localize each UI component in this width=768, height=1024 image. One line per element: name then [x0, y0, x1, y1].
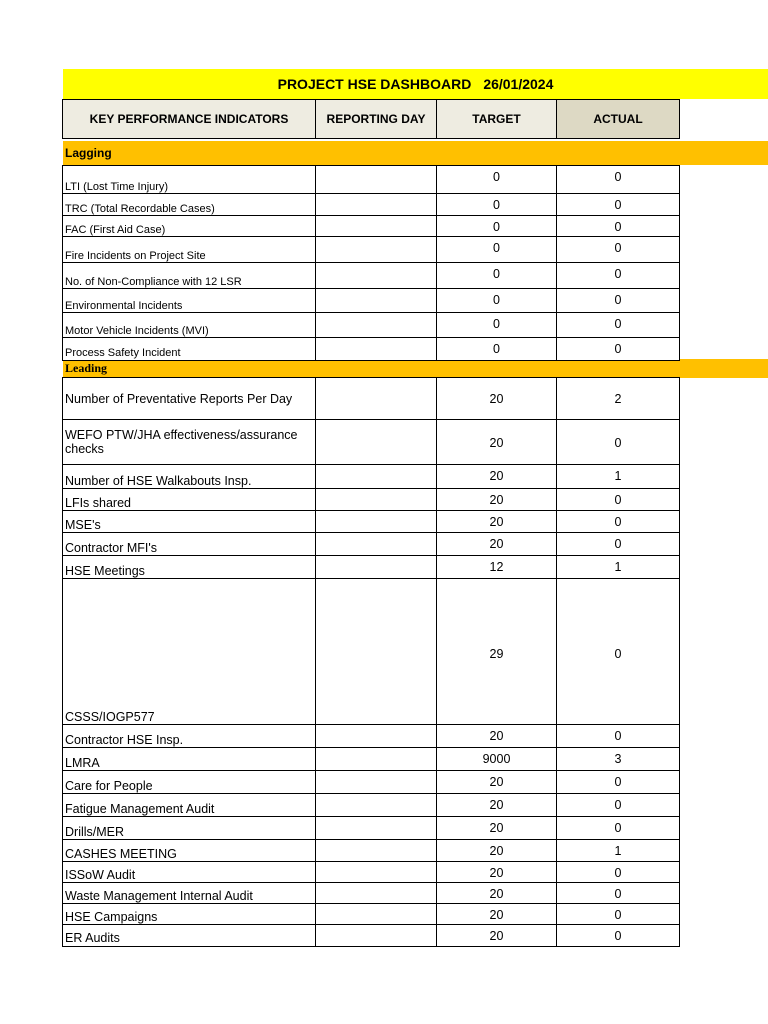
actual-cell — [556, 419, 680, 466]
target-value: 9000 — [482, 752, 511, 766]
actual-value: 0 — [614, 537, 622, 551]
reporting-day-cell[interactable] — [315, 555, 437, 580]
target-cell — [436, 924, 557, 947]
actual-cell — [556, 816, 680, 841]
actual-value: 0 — [614, 435, 622, 450]
kpi-cell: HSE Campaigns — [62, 903, 316, 926]
reporting-day-cell[interactable] — [315, 312, 437, 339]
target-value: 20 — [489, 929, 504, 943]
target-cell — [436, 377, 557, 421]
actual-cell — [556, 578, 680, 726]
reporting-day-cell[interactable] — [315, 724, 437, 749]
header-actual: ACTUAL — [556, 99, 680, 139]
actual-cell — [556, 488, 680, 512]
target-cell — [436, 464, 557, 490]
kpi-cell: Drills/MER — [62, 816, 316, 841]
kpi-cell: Contractor HSE Insp. — [62, 724, 316, 749]
target-value: 20 — [489, 798, 504, 812]
target-cell — [436, 288, 557, 314]
target-cell — [436, 193, 557, 217]
actual-cell — [556, 288, 680, 314]
target-value: 0 — [493, 220, 500, 234]
kpi-cell: LTI (Lost Time Injury) — [62, 165, 316, 195]
target-value: 20 — [489, 866, 504, 880]
target-cell — [436, 312, 557, 339]
kpi-cell: Motor Vehicle Incidents (MVI) — [62, 312, 316, 339]
target-cell — [436, 724, 557, 749]
reporting-day-cell[interactable] — [315, 262, 437, 290]
dashboard-title-bar — [63, 69, 768, 99]
actual-cell — [556, 337, 680, 361]
actual-cell — [556, 165, 680, 195]
kpi-cell: Fire Incidents on Project Site — [62, 236, 316, 264]
actual-value: 1 — [614, 560, 622, 574]
target-cell — [436, 488, 557, 512]
kpi-cell: ISSoW Audit — [62, 861, 316, 884]
reporting-day-cell[interactable] — [315, 747, 437, 772]
kpi-cell: MSE's — [62, 510, 316, 534]
target-value: 20 — [489, 887, 504, 901]
target-cell — [436, 882, 557, 905]
actual-cell — [556, 236, 680, 264]
target-value: 20 — [489, 821, 504, 835]
actual-value: 0 — [614, 220, 622, 234]
reporting-day-cell[interactable] — [315, 903, 437, 926]
target-value: 0 — [493, 342, 500, 356]
target-cell — [436, 747, 557, 772]
actual-value: 0 — [614, 170, 622, 184]
target-value: 20 — [489, 435, 504, 450]
target-cell — [436, 770, 557, 795]
actual-value: 0 — [614, 241, 622, 255]
target-value: 0 — [493, 170, 500, 184]
reporting-day-cell[interactable] — [315, 288, 437, 314]
reporting-day-cell[interactable] — [315, 793, 437, 818]
kpi-cell: HSE Meetings — [62, 555, 316, 580]
actual-value: 0 — [614, 515, 622, 529]
target-cell — [436, 793, 557, 818]
reporting-day-cell[interactable] — [315, 337, 437, 361]
target-cell — [436, 337, 557, 361]
actual-cell — [556, 555, 680, 580]
header-reporting-day: REPORTING DAY — [315, 99, 437, 139]
target-value: 20 — [489, 493, 504, 507]
target-cell — [436, 215, 557, 238]
actual-cell — [556, 377, 680, 421]
kpi-cell: CSSS/IOGP577 — [62, 578, 316, 726]
kpi-cell: Fatigue Management Audit — [62, 793, 316, 818]
kpi-cell: Environmental Incidents — [62, 288, 316, 314]
target-value: 12 — [489, 560, 504, 574]
target-cell — [436, 165, 557, 195]
actual-value: 3 — [614, 752, 622, 766]
kpi-cell: FAC (First Aid Case) — [62, 215, 316, 238]
reporting-day-cell[interactable] — [315, 165, 437, 195]
actual-cell — [556, 839, 680, 863]
target-cell — [436, 839, 557, 863]
target-value: 0 — [493, 267, 500, 281]
reporting-day-cell[interactable] — [315, 532, 437, 557]
actual-cell — [556, 215, 680, 238]
target-cell — [436, 903, 557, 926]
reporting-day-cell[interactable] — [315, 488, 437, 512]
actual-cell — [556, 882, 680, 905]
actual-cell — [556, 770, 680, 795]
reporting-day-cell[interactable] — [315, 816, 437, 841]
target-value: 29 — [489, 647, 504, 661]
actual-value: 0 — [614, 866, 622, 880]
reporting-day-cell[interactable] — [315, 924, 437, 947]
actual-value: 0 — [614, 887, 622, 901]
section-leading: Leading — [63, 359, 768, 378]
dashboard-title: PROJECT HSE DASHBOARD — [277, 76, 472, 92]
target-value: 0 — [493, 293, 500, 307]
target-cell — [436, 578, 557, 726]
reporting-day-cell[interactable] — [315, 839, 437, 863]
target-value: 20 — [489, 469, 504, 483]
actual-value: 1 — [614, 469, 622, 483]
kpi-cell: Care for People — [62, 770, 316, 795]
actual-cell — [556, 903, 680, 926]
target-value: 20 — [489, 908, 504, 922]
target-cell — [436, 236, 557, 264]
kpi-cell: LMRA — [62, 747, 316, 772]
reporting-day-cell[interactable] — [315, 193, 437, 217]
header-target: TARGET — [436, 99, 557, 139]
actual-value: 0 — [614, 821, 622, 835]
target-value: 20 — [489, 844, 504, 858]
actual-cell — [556, 510, 680, 534]
reporting-day-cell[interactable] — [315, 377, 437, 421]
target-cell — [436, 861, 557, 884]
target-cell — [436, 555, 557, 580]
section-lagging: Lagging — [63, 141, 768, 165]
actual-cell — [556, 924, 680, 947]
dashboard-date: 26/01/2024 — [483, 76, 554, 92]
reporting-day-cell[interactable] — [315, 215, 437, 238]
actual-value: 0 — [614, 267, 622, 281]
actual-value: 0 — [614, 647, 622, 661]
kpi-cell: Number of Preventative Reports Per Day — [62, 377, 316, 421]
actual-cell — [556, 861, 680, 884]
actual-cell — [556, 262, 680, 290]
target-cell — [436, 816, 557, 841]
kpi-cell: Waste Management Internal Audit — [62, 882, 316, 905]
target-cell — [436, 532, 557, 557]
target-value: 20 — [489, 729, 504, 743]
actual-value: 0 — [614, 198, 622, 212]
target-cell — [436, 510, 557, 534]
reporting-day-cell[interactable] — [315, 510, 437, 534]
actual-value: 0 — [614, 908, 622, 922]
reporting-day-cell[interactable] — [315, 882, 437, 905]
target-value: 20 — [489, 392, 504, 406]
actual-value: 0 — [614, 798, 622, 812]
actual-cell — [556, 793, 680, 818]
actual-value: 0 — [614, 729, 622, 743]
reporting-day-cell[interactable] — [315, 578, 437, 726]
actual-cell — [556, 724, 680, 749]
kpi-cell: WEFO PTW/JHA effectiveness/assurance checks — [62, 419, 316, 466]
target-value: 20 — [489, 537, 504, 551]
kpi-cell: TRC (Total Recordable Cases) — [62, 193, 316, 217]
reporting-day-cell[interactable] — [315, 861, 437, 884]
target-value: 0 — [493, 198, 500, 212]
kpi-cell: No. of Non-Compliance with 12 LSR — [62, 262, 316, 290]
kpi-cell: Contractor MFI's — [62, 532, 316, 557]
target-value: 0 — [493, 241, 500, 255]
actual-value: 1 — [614, 844, 622, 858]
reporting-day-cell[interactable] — [315, 236, 437, 264]
reporting-day-cell[interactable] — [315, 770, 437, 795]
actual-cell — [556, 193, 680, 217]
kpi-cell: Process Safety Incident — [62, 337, 316, 361]
actual-value: 0 — [614, 493, 622, 507]
reporting-day-cell[interactable] — [315, 419, 437, 466]
kpi-cell: LFIs shared — [62, 488, 316, 512]
actual-value: 0 — [614, 317, 622, 331]
target-value: 20 — [489, 775, 504, 789]
actual-cell — [556, 747, 680, 772]
actual-value: 0 — [614, 293, 622, 307]
actual-value: 0 — [614, 342, 622, 356]
actual-value: 0 — [614, 929, 622, 943]
kpi-cell: ER Audits — [62, 924, 316, 947]
actual-cell — [556, 464, 680, 490]
header-kpi: KEY PERFORMANCE INDICATORS — [62, 99, 316, 139]
actual-cell — [556, 312, 680, 339]
target-value: 0 — [493, 317, 500, 331]
target-cell — [436, 262, 557, 290]
actual-value: 0 — [614, 775, 622, 789]
target-value: 20 — [489, 515, 504, 529]
kpi-cell: CASHES MEETING — [62, 839, 316, 863]
actual-value: 2 — [614, 392, 622, 406]
reporting-day-cell[interactable] — [315, 464, 437, 490]
target-cell — [436, 419, 557, 466]
kpi-cell: Number of HSE Walkabouts Insp. — [62, 464, 316, 490]
actual-cell — [556, 532, 680, 557]
